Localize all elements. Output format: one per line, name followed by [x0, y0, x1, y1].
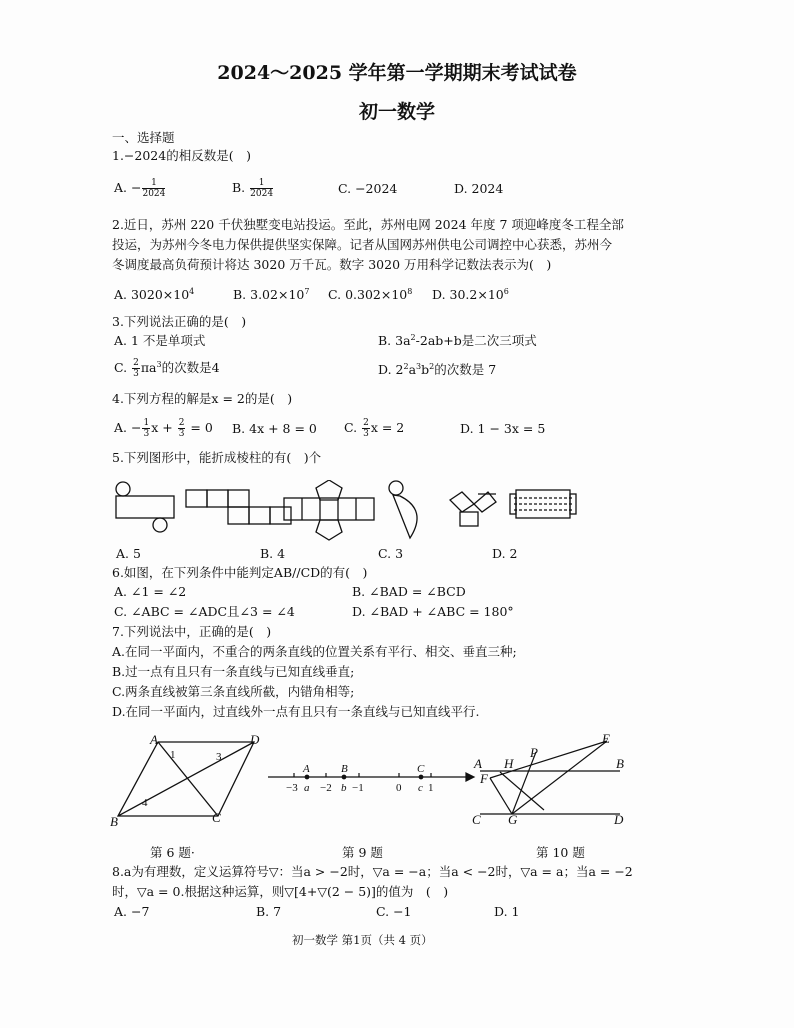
svg-text:b: b	[341, 782, 347, 794]
figure-q10	[470, 730, 630, 830]
q4-option-a: A. − $\frac{1}{3}$ x + $\frac{2}{3}$ = 0	[114, 418, 213, 439]
figure-q9	[266, 760, 476, 796]
svg-text:0: 0	[396, 782, 402, 794]
q8-stem-line2: 时，▽a = 0.根据这种运算，则▽[4+▽(2 − 5)]的值为 ( )	[112, 884, 449, 899]
svg-text:H: H	[504, 756, 514, 771]
svg-text:4: 4	[142, 797, 148, 809]
net-cube	[186, 490, 291, 524]
svg-text:−3: −3	[286, 782, 298, 794]
net-triangular-prism	[450, 492, 496, 526]
q4-stem: 4.下列方程的解是x = 2的是( )	[112, 391, 293, 406]
q7-option-a: A.在同一平面内，不重合的两条直线的位置关系有平行、相交、垂直三种;	[112, 644, 517, 659]
q1-option-b: B. $\frac{1}{2024}$	[232, 178, 274, 199]
q6-option-c: C. ∠ABC = ∠ADC且∠3 = ∠4	[114, 604, 295, 619]
svg-text:F: F	[480, 771, 488, 786]
q5-option-d: D. 2	[492, 546, 518, 561]
svg-text:a: a	[304, 782, 310, 794]
q4-option-c: C. $\frac{2}{3}$ x = 2	[344, 418, 405, 439]
q5-option-b: B. 4	[260, 546, 286, 561]
svg-text:A: A	[474, 756, 482, 771]
q3-option-d: D. $2^2a^3b^2$的次数是 7	[378, 361, 497, 377]
q5-option-c: C. 3	[378, 546, 404, 561]
svg-text:E: E	[602, 731, 610, 746]
svg-text:1: 1	[170, 749, 176, 761]
svg-text:D: D	[250, 732, 260, 747]
exam-title: 2024～2025 学年第一学期期末考试试卷	[217, 62, 577, 84]
net-pentagonal-prism	[284, 480, 374, 540]
q1-stem: 1.−2024的相反数是( )	[112, 148, 251, 163]
svg-text:P: P	[530, 745, 538, 760]
svg-text:c: c	[418, 782, 423, 794]
q1-option-a: A. − $\frac{1}{2024}$	[114, 178, 166, 199]
q2-option-b: B. $3.02\times 10^7$	[233, 286, 310, 302]
svg-text:G: G	[508, 812, 518, 827]
q2-option-d: D. $30.2\times 10^6$	[432, 286, 509, 302]
q3-option-b: B. $3a^2-2ab+b$是二次三项式	[378, 332, 537, 348]
q8-option-a: A. −7	[114, 904, 150, 919]
q8-stem-line1: 8.a为有理数，定义运算符号▽：当a > −2时，▽a = −a；当a < −2时，▽a = a；当a = −2	[112, 864, 633, 879]
q5-option-a: A. 5	[116, 546, 141, 561]
caption-q6: 第 6 题·	[150, 845, 195, 860]
q7-option-c: C.两条直线被第三条直线所截，内错角相等;	[112, 684, 355, 699]
caption-q9: 第 9 题	[342, 845, 383, 860]
q8-option-b: B. 7	[256, 904, 282, 919]
net-cylinder	[116, 482, 174, 532]
q6-option-b: B. ∠BAD = ∠BCD	[352, 584, 466, 599]
svg-text:D: D	[614, 812, 624, 827]
q5-stem: 5.下列图形中，能折成棱柱的有( )个	[112, 450, 322, 465]
q7-option-d: D.在同一平面内，过直线外一点有且只有一条直线与已知直线平行.	[112, 704, 480, 719]
net-cone	[389, 481, 417, 538]
q4-option-b: B. 4x + 8 = 0	[232, 421, 317, 436]
svg-text:−1: −1	[352, 782, 364, 794]
q1-option-c: C. −2024	[338, 181, 398, 196]
net-rect-box	[510, 490, 576, 518]
q6-stem: 6.如图，在下列条件中能判定AB//CD的有( )	[112, 565, 368, 580]
q3-option-a: A. 1 不是单项式	[114, 333, 206, 348]
q7-option-b: B.过一点有且只有一条直线与已知直线垂直;	[112, 664, 355, 679]
figure-q6	[108, 730, 268, 830]
q2-stem-line3: 冬调度最高负荷预计将达 3020 万千瓦。数字 3020 万用科学记数法表示为( )	[112, 257, 552, 272]
q8-option-d: D. 1	[494, 904, 520, 919]
q2-option-c: C. $0.302\times 10^8$	[328, 286, 413, 302]
page-footer: 初一数学 第1页（共 4 页）	[292, 933, 433, 947]
q5-net-figures	[110, 480, 590, 542]
q7-stem: 7.下列说法中，正确的是( )	[112, 624, 272, 639]
svg-text:−2: −2	[320, 782, 332, 794]
subject-title: 初一数学	[358, 101, 435, 123]
svg-text:B: B	[110, 814, 118, 829]
q3-stem: 3.下列说法正确的是( )	[112, 314, 247, 329]
q4-option-d: D. 1 − 3x = 5	[460, 421, 546, 436]
caption-q10: 第 10 题	[536, 845, 585, 860]
section-heading: 一、选择题	[112, 130, 175, 145]
svg-text:A: A	[303, 763, 310, 775]
svg-text:1: 1	[428, 782, 434, 794]
q2-stem-line2: 投运，为苏州今冬电力保供提供坚实保障。记者从国网苏州供电公司调控中心获悉，苏州今	[112, 237, 613, 252]
q1-option-d: D. 2024	[454, 181, 504, 196]
q8-option-c: C. −1	[376, 904, 412, 919]
q2-option-a: A. $3020\times 10^4$	[114, 286, 195, 302]
q2-stem-line1: 2.近日，苏州 220 千伏独墅变电站投运。至此，苏州电网 2024 年度 7 项迎峰度冬工程全部	[112, 217, 624, 232]
svg-text:C: C	[212, 810, 221, 825]
q6-option-d: D. ∠BAD + ∠ABC = 180°	[352, 604, 514, 619]
svg-text:A: A	[150, 732, 158, 747]
svg-text:C: C	[472, 812, 481, 827]
svg-text:B: B	[616, 756, 624, 771]
svg-text:C: C	[417, 763, 425, 775]
q3-option-c: C. $\frac{2}{3}$ $\pi a^3$的次数是4	[114, 358, 220, 379]
q6-option-a: A. ∠1 = ∠2	[114, 584, 187, 599]
svg-text:3: 3	[216, 751, 222, 763]
svg-text:B: B	[341, 763, 348, 775]
